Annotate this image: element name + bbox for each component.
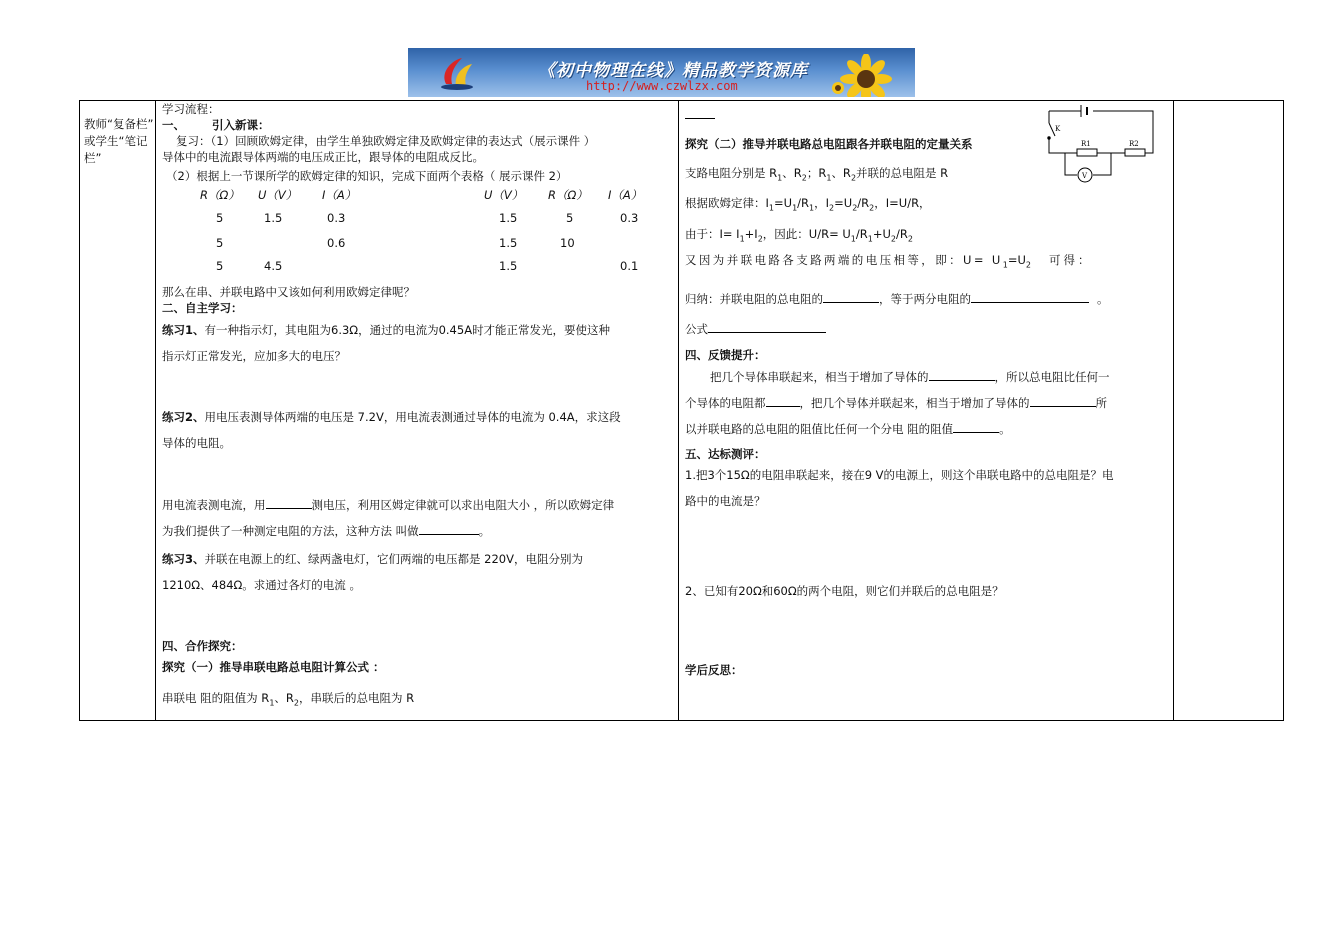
section2-title: 二、自主学习： bbox=[162, 301, 243, 315]
table2-cell: 0.3 bbox=[620, 211, 639, 225]
blank-underline[interactable] bbox=[1030, 395, 1096, 407]
logo-icon bbox=[438, 54, 476, 92]
measure-line2: 为我们提供了一种测定电阻的方法，这种方法 叫做 。 bbox=[162, 524, 491, 538]
table-divider-1 bbox=[155, 100, 156, 721]
parallel-line1: 支路电阻分别是 $R_1$、$R_2$；$R_1$、$R_2$并联的总电阻是 R bbox=[685, 166, 949, 183]
table-border-right bbox=[1283, 100, 1284, 721]
inquiry1-text: 串联电 阻的阻值为 $R_1$、$R_2$，串联后的总电阻为 R bbox=[162, 691, 415, 708]
table1-cell: 0.3 bbox=[327, 211, 346, 225]
table-divider-2 bbox=[678, 100, 679, 721]
parallel-line4: 又因为并联电路各支路两端的电压相等，即：$U= U_1=U_2$ 可得： bbox=[685, 253, 1093, 270]
section1-title: 引入新课： bbox=[212, 118, 270, 132]
side-note-line2: 或学生“笔记 bbox=[84, 134, 148, 148]
side-note-line1: 教师“复备栏” bbox=[84, 117, 154, 131]
measure-line1: 用电流表测电流，用 测电压，利用区姆定律就可以求出电阻大小 ，所以欧姆定律 bbox=[162, 498, 615, 512]
inquiry2-title: 探究（二）推导并联电路总电阻跟各并联电阻的定量关系 bbox=[685, 137, 973, 151]
table2-cell: 1.5 bbox=[499, 236, 518, 250]
table1-header-u: U（V） bbox=[258, 188, 298, 202]
section5-title: 五、达标测评： bbox=[685, 447, 766, 461]
blank-underline[interactable] bbox=[708, 321, 826, 333]
circuit-diagram bbox=[1041, 101, 1161, 185]
review-line1: 复习：（1）回顾欧姆定律，由学生单独欧姆定律及欧姆定律的表达式（展示课件 ） bbox=[176, 134, 596, 148]
feedback-line1: 把几个导体串联起来，相当于增加了导体的 ，所以总电阻比任何一 bbox=[710, 370, 1110, 384]
exercise1-line1: 练习1、有一种指示灯，其电阻为6.3Ω，通过的电流为0.45A时才能正常发光，要使这种 bbox=[162, 323, 611, 337]
table2-cell: 10 bbox=[560, 236, 575, 250]
header-banner bbox=[408, 48, 915, 97]
section4-feedback-title: 四、反馈提升： bbox=[685, 348, 766, 362]
parallel-line3: 由于：$I= I_1+I_2$，因此：$U/R= U_1/R_1+U_2/R_2$ bbox=[685, 227, 913, 244]
table2-cell: 1.5 bbox=[499, 211, 518, 225]
blank-underline[interactable] bbox=[823, 291, 879, 303]
table1-cell: 5 bbox=[216, 259, 224, 273]
table2-header-u: U（V） bbox=[484, 188, 524, 202]
table-border-left bbox=[79, 100, 80, 721]
exercise3-line1: 练习3、并联在电源上的红、绿两盏电灯，它们两端的电压都是 220V，电阻分别为 bbox=[162, 552, 583, 566]
banner-title: 《初中物理在线》精品教学资源库 bbox=[538, 61, 808, 81]
table2-cell: 0.1 bbox=[620, 259, 639, 273]
table1-cell: 1.5 bbox=[264, 211, 283, 225]
inquiry1-title: 探究（一）推导串联电路总电阻计算公式 ： bbox=[162, 660, 385, 674]
table1-cell: 5 bbox=[216, 211, 224, 225]
r1-label: R1 bbox=[1081, 140, 1091, 148]
feedback-line3: 以并联电路的总电阻的阻值比任何一个分电 阻的阻值 。 bbox=[685, 422, 1011, 436]
reflection-title: 学后反思： bbox=[685, 663, 743, 677]
blank-underline[interactable] bbox=[971, 291, 1089, 303]
exercise2-line1: 练习2、用电压表测导体两端的电压是 7.2V，用电流表测通过导体的电流为 0.4A，求这段 bbox=[162, 410, 621, 424]
top-blank-line bbox=[685, 118, 715, 119]
r2-label: R2 bbox=[1129, 140, 1139, 148]
table1-header-i: I（A） bbox=[322, 188, 357, 202]
review-line2: 导体中的电流跟导体两端的电压成正比，跟导体的电阻成反比。 bbox=[162, 150, 484, 164]
table-divider-3 bbox=[1173, 100, 1174, 721]
switch-label: K bbox=[1055, 125, 1061, 133]
exercise2-line2: 导体的电阻。 bbox=[162, 436, 231, 450]
table1-cell: 4.5 bbox=[264, 259, 283, 273]
feedback-line2: 个导体的电阻都 ，把几个导体并联起来，相当于增加了导体的 所 bbox=[685, 396, 1107, 410]
section4-title: 四、合作探究： bbox=[162, 639, 243, 653]
side-note-line3: 栏” bbox=[84, 151, 102, 165]
banner-url: http://www.czwlzx.com bbox=[586, 79, 738, 93]
sunflower-icon bbox=[826, 54, 906, 97]
exercise3-line2: 1210Ω、484Ω。求通过各灯的电流 。 bbox=[162, 578, 361, 592]
blank-underline[interactable] bbox=[953, 421, 999, 433]
table2-cell: 5 bbox=[566, 211, 574, 225]
exercise1-line2: 指示灯正常发光，应加多大的电压？ bbox=[162, 349, 346, 363]
parallel-line2: 根据欧姆定律：$I_1=U_1/R_1$，$I_2=U_2/R_2$，I=U/R， bbox=[685, 196, 931, 213]
formula-line: 公式 bbox=[685, 321, 826, 336]
review-line3: （2）根据上一节课所学的欧姆定律的知识，完成下面两个表格（ 展示课件 2） bbox=[166, 169, 568, 183]
blank-underline[interactable] bbox=[929, 369, 995, 381]
table1-header-r: R（Ω） bbox=[200, 188, 240, 202]
question-text: 那么在串、并联电路中又该如何利用欧姆定律呢？ bbox=[162, 285, 415, 299]
test2-line: 2、已知有20Ω和60Ω的两个电阻，则它们并联后的总电阻是？ bbox=[685, 584, 1004, 598]
table1-cell: 5 bbox=[216, 236, 224, 250]
table-bottom-border bbox=[79, 720, 1284, 721]
test1-line1: 1.把3个15Ω的电阻串联起来，接在9 V的电源上，则这个串联电路中的总电阻是？电 bbox=[685, 468, 1114, 482]
blank-underline[interactable] bbox=[266, 497, 312, 509]
table2-header-r: R（Ω） bbox=[548, 188, 588, 202]
blank-underline[interactable] bbox=[766, 395, 800, 407]
table1-cell: 0.6 bbox=[327, 236, 346, 250]
table2-header-i: I（A） bbox=[608, 188, 643, 202]
section1-num: 一、 bbox=[162, 118, 185, 132]
blank-underline[interactable] bbox=[419, 523, 479, 535]
voltmeter-label: V bbox=[1082, 172, 1088, 180]
flow-label: 学习流程： bbox=[162, 102, 220, 116]
test1-line2: 路中的电流是？ bbox=[685, 494, 766, 508]
summary-line: 归纳：并联电阻的总电阻的 ，等于两分电阻的 。 bbox=[685, 292, 1109, 306]
table2-cell: 1.5 bbox=[499, 259, 518, 273]
